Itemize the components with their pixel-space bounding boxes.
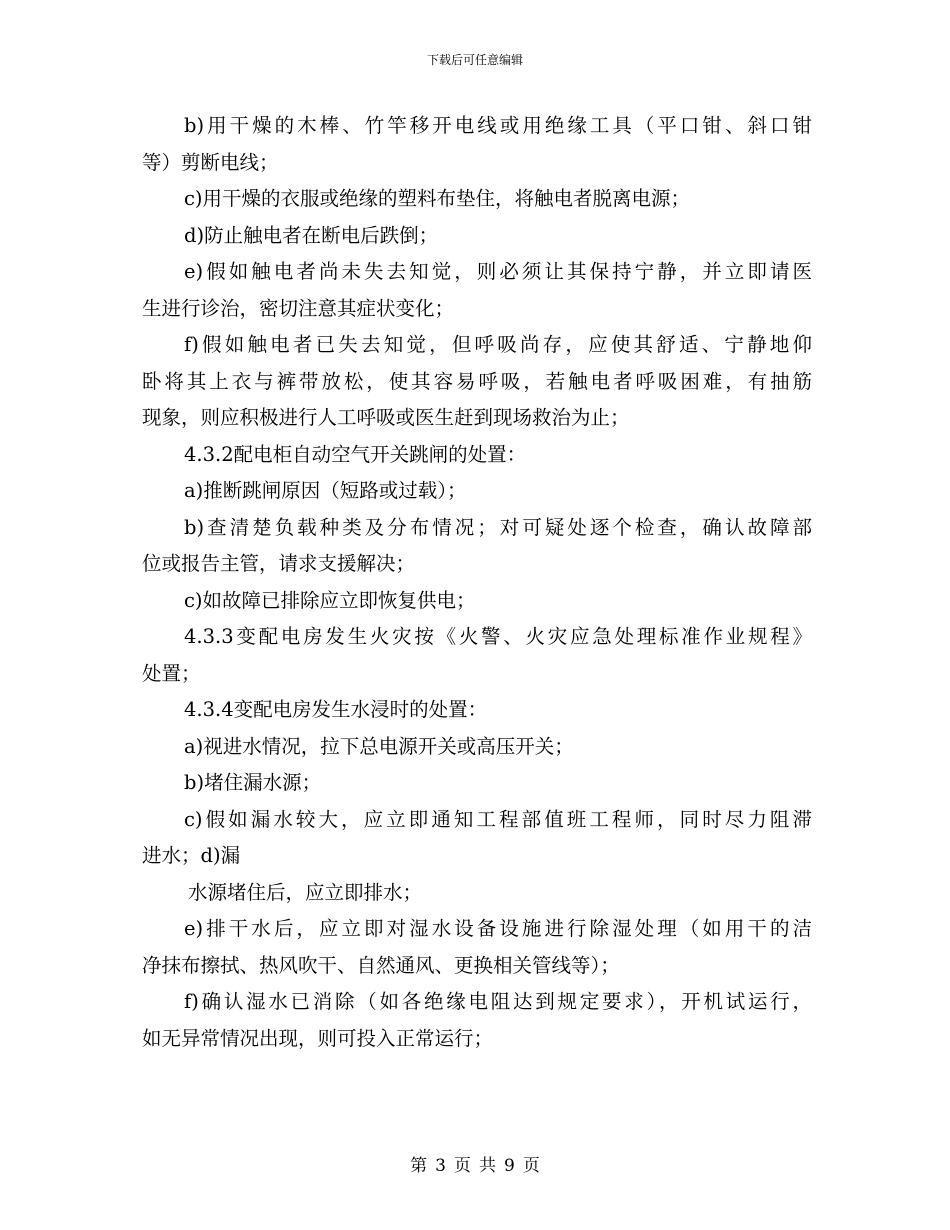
footer-di: 第 (410, 1156, 428, 1176)
text-line: b)堵住漏水源； (184, 771, 322, 794)
footer-ye2: 页 (522, 1156, 540, 1176)
text-line: a)推断跳闸原因（短路或过载）； (184, 479, 467, 502)
text-line: 水源堵住后，应立即排水； (188, 880, 423, 904)
text-line: 如无异常情况出现，则可投入正常运行； (142, 1026, 494, 1050)
text-line: e)假如触电者尚未失去知觉，则必须让其保持宁静，并立即请医 (184, 260, 812, 283)
text-line: c)假如漏水较大，应立即通知工程部值班工程师，同时尽力阻滞 (184, 807, 812, 831)
total-pages: 9 (504, 1156, 515, 1176)
document-body (142, 108, 812, 1057)
text-line: d)防止触电者在断电后跌倒； (184, 223, 439, 247)
text-line: 现象，则应积极进行人工呼吸或医生赶到现场救治为止； (142, 406, 630, 429)
text-line: 4.3.4变配电房发生水浸时的处置： (184, 698, 488, 721)
text-line: 4.3.3变配电房发生火灾按《火警、火灾应急处理标准作业规程》 (184, 625, 812, 648)
text-line: 位或报告主管，请求支援解决； (142, 552, 416, 575)
text-line: a)视进水情况，拉下总电源开关或高压开关； (184, 734, 574, 758)
text-line: c)用干燥的衣服或绝缘的塑料布垫住，将触电者脱离电源； (184, 187, 691, 210)
text-line: 等）剪断电线； (142, 150, 279, 174)
footer-gong: 共 (479, 1156, 496, 1176)
text-line: c)如故障已排除应立即恢复供电； (184, 588, 476, 612)
text-line: 进水；d)漏 (142, 844, 241, 867)
text-line: e)排干水后，应立即对湿水设备设施进行除湿处理（如用干的洁 (184, 917, 812, 940)
footer-ye: 页 (454, 1156, 471, 1176)
text-line: 生进行诊治，密切注意其症状变化； (142, 296, 455, 320)
text-line: 净抹布擦拭、热风吹干、自然通风、更换相关管线等）； (142, 953, 620, 977)
text-line: 4.3.2配电柜自动空气开关跳闸的处置： (184, 442, 527, 466)
text-line: f)确认湿水已消除（如各绝缘电阻达到规定要求），开机试运行， (184, 990, 812, 1013)
text-line: 处置； (142, 661, 201, 685)
text-line: 卧将其上衣与裤带放松，使其容易呼吸，若触电者呼吸困难，有抽筋 (142, 369, 812, 393)
text-line: b)用干燥的木棒、竹竿移开电线或用绝缘工具（平口钳、斜口钳 (184, 114, 812, 137)
page-number: 3 (435, 1156, 446, 1176)
text-line: b)查清楚负载种类及分布情况；对可疑处逐个检查，确认故障部 (184, 515, 812, 539)
text-line: f)假如触电者已失去知觉，但呼吸尚存，应使其舒适、宁静地仰 (184, 333, 812, 356)
page-header: 下载后可任意编辑 (426, 53, 523, 67)
page-footer (0, 1155, 950, 1177)
